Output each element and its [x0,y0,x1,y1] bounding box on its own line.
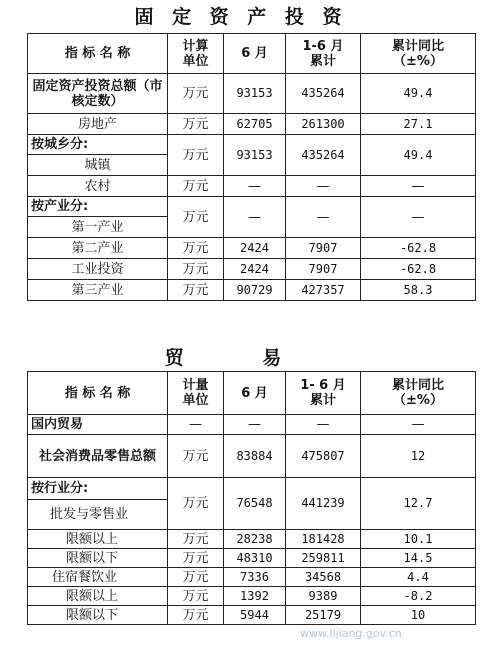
row-month: 2424 [224,238,286,259]
row-name: 限额以上 [28,587,168,606]
row-unit: 万元 [168,176,224,197]
row-unit: 万元 [168,238,224,259]
row-name: 限额以下 [28,606,168,625]
header-yoy: 累计同比 （±%） [361,372,476,415]
table-row [28,74,476,114]
row-name: 限额以下 [28,549,168,568]
row-month: 28238 [224,530,286,549]
row-month: — [224,176,286,197]
row-yoy: -8.2 [361,587,476,606]
header-yoy: 累计同比 （±%） [361,34,476,74]
header-unit: 计量 单位 [168,372,224,415]
row-unit: 万元 [168,549,224,568]
table-row [28,259,476,280]
group-row [28,197,476,217]
table-row [28,435,476,478]
table-row [28,238,476,259]
trade-table [27,371,476,625]
row-cum: 435264 [286,135,361,176]
header-month: 6 月 [224,372,286,415]
table-row [28,280,476,301]
row-cum: 261300 [286,114,361,135]
row-unit: 万元 [168,280,224,301]
row-yoy: 10.1 [361,530,476,549]
row-name: 国内贸易 [28,415,168,435]
row-month: — [224,197,286,238]
row-name: 农村 [28,176,168,197]
table-row [28,530,476,549]
row-name: 批发与零售业 [28,500,168,530]
row-unit: 万元 [168,478,224,530]
row-cum: 427357 [286,280,361,301]
row-cum: 9389 [286,587,361,606]
table-row [28,606,476,625]
row-name: 城镇 [28,155,168,176]
row-month: 90729 [224,280,286,301]
section-title-trade: 贸 易 [164,347,318,369]
row-name: 社会消费品零售总额 [28,435,168,478]
row-name: 第三产业 [28,280,168,301]
row-month: 83884 [224,435,286,478]
group-label-urban-rural: 按城乡分: [28,135,168,155]
table-row [28,549,476,568]
row-cum: — [286,197,361,238]
header-indicator: 指 标 名 称 [28,372,168,415]
table-row [28,587,476,606]
row-yoy: 49.4 [361,135,476,176]
row-unit: 万元 [168,606,224,625]
row-unit: 万元 [168,587,224,606]
row-yoy: — [361,176,476,197]
row-cum: 7907 [286,259,361,280]
row-yoy: — [361,197,476,238]
row-yoy: 49.4 [361,74,476,114]
row-yoy: 27.1 [361,114,476,135]
row-name: 固定资产投资总额（市核定数） [28,74,168,114]
row-unit: 万元 [168,197,224,238]
row-name: 第一产业 [28,217,168,238]
row-month: 2424 [224,259,286,280]
row-month: 62705 [224,114,286,135]
header-month: 6 月 [224,34,286,74]
header-cumulative: 1-6 月 累计 [286,34,361,74]
row-cum: — [286,415,361,435]
row-name: 住宿餐饮业 [28,568,168,587]
row-unit: 万元 [168,114,224,135]
row-yoy: 12.7 [361,478,476,530]
group-row [28,478,476,500]
row-yoy: -62.8 [361,238,476,259]
row-yoy: 14.5 [361,549,476,568]
watermark: www.lijiang.gov.cn [300,627,402,640]
row-unit: 万元 [168,74,224,114]
section-title-fixed-assets: 固 定 资 产 投 资 [134,6,348,28]
row-cum: 441239 [286,478,361,530]
row-yoy: 4.4 [361,568,476,587]
row-yoy: — [361,415,476,435]
row-cum: 259811 [286,549,361,568]
row-month: 7336 [224,568,286,587]
table-header-row [28,34,476,74]
table-row [28,176,476,197]
row-cum: 181428 [286,530,361,549]
table-header-row [28,372,476,415]
table-row [28,114,476,135]
header-cumulative: 1- 6 月 累计 [286,372,361,415]
group-row [28,135,476,155]
row-name: 工业投资 [28,259,168,280]
row-unit: 万元 [168,530,224,549]
row-cum: 34568 [286,568,361,587]
row-month: 48310 [224,549,286,568]
row-name: 限额以上 [28,530,168,549]
row-unit: 万元 [168,435,224,478]
row-month: 76548 [224,478,286,530]
row-month: 93153 [224,135,286,176]
row-yoy: 10 [361,606,476,625]
fixed-assets-table [27,33,476,301]
table-row [28,568,476,587]
row-cum: 475807 [286,435,361,478]
row-name: 第二产业 [28,238,168,259]
group-label-sector: 按行业分: [28,478,168,500]
header-unit: 计算 单位 [168,34,224,74]
row-yoy: 58.3 [361,280,476,301]
row-unit: 万元 [168,135,224,176]
row-name: 房地产 [28,114,168,135]
row-cum: — [286,176,361,197]
row-month: 5944 [224,606,286,625]
row-month: 93153 [224,74,286,114]
row-month: — [224,415,286,435]
header-indicator: 指 标 名 称 [28,34,168,74]
row-yoy: -62.8 [361,259,476,280]
table-row [28,415,476,435]
row-unit: — [168,415,224,435]
row-cum: 25179 [286,606,361,625]
row-cum: 7907 [286,238,361,259]
row-unit: 万元 [168,568,224,587]
row-month: 1392 [224,587,286,606]
row-cum: 435264 [286,74,361,114]
group-label-industry: 按产业分: [28,197,168,217]
row-yoy: 12 [361,435,476,478]
row-unit: 万元 [168,259,224,280]
